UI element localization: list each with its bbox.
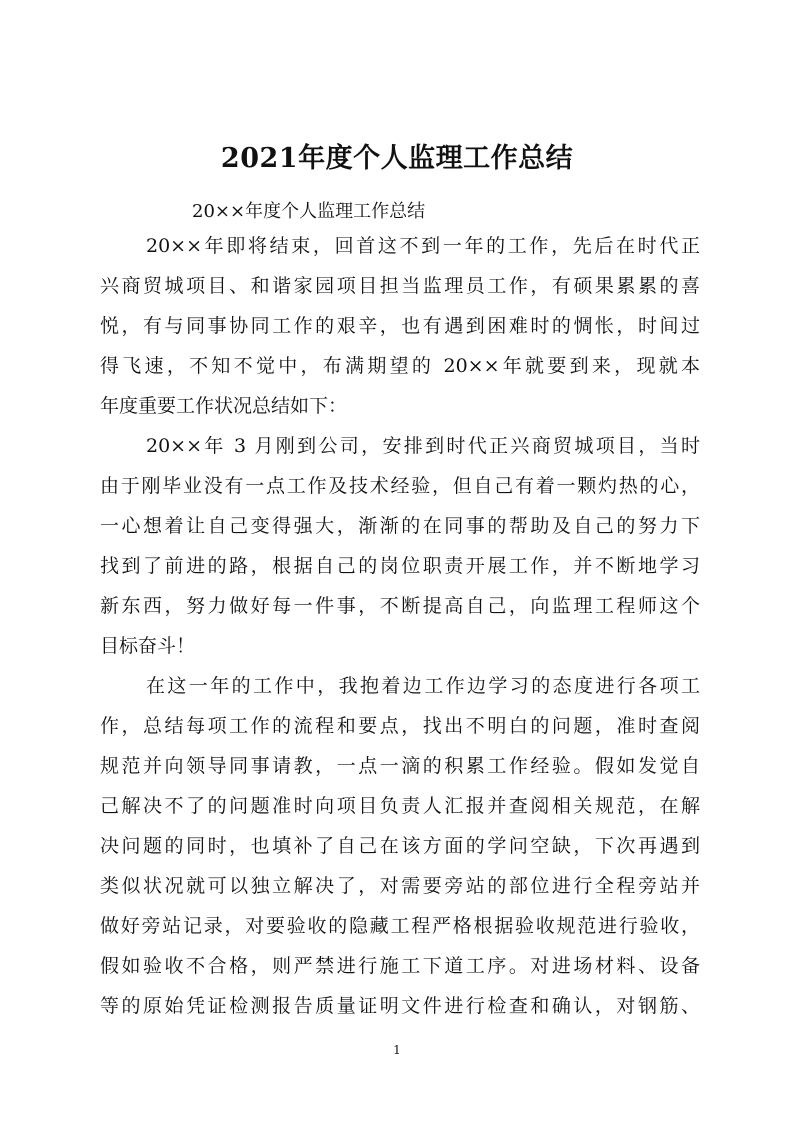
- paragraph-line: 规范并向领导同事请教，一点一滴的积累工作经验。假如发觉自: [100, 755, 700, 777]
- page-number: 1: [393, 1043, 401, 1057]
- paragraph-line: 新东西，努力做好每一件事，不断提高自己，向监理工程师这个: [100, 595, 700, 617]
- paragraph-line: 年度重要工作状况总结如下：: [100, 395, 348, 417]
- paragraph-line: 悦，有与同事协同工作的艰辛，也有遇到困难时的惆怅，时间过: [100, 315, 700, 337]
- paragraph-line: 20××年 3 月刚到公司，安排到时代正兴商贸城项目，当时: [146, 435, 700, 457]
- paragraph-line: 目标奋斗！: [100, 635, 196, 657]
- paragraph-line: 兴商贸城项目、和谐家园项目担当监理员工作，有硕果累累的喜: [100, 275, 700, 297]
- paragraph-line: 20××年即将结束，回首这不到一年的工作，先后在时代正: [146, 235, 700, 257]
- paragraph-line: 得飞速，不知不觉中，布满期望的 20××年就要到来，现就本: [100, 355, 700, 377]
- paragraph-line: 找到了前进的路，根据自己的岗位职责开展工作，并不断地学习: [100, 555, 700, 577]
- paragraph-line: 等的原始凭证检测报告质量证明文件进行检查和确认，对钢筋、: [100, 995, 700, 1017]
- paragraph-line: 做好旁站记录，对要验收的隐藏工程严格根据验收规范进行验收，: [100, 915, 700, 937]
- document-title: 2021年度个人监理工作总结: [220, 143, 574, 174]
- paragraph-line: 作，总结每项工作的流程和要点，找出不明白的问题，准时查阅: [100, 715, 700, 737]
- paragraph-line: 己解决不了的问题准时向项目负责人汇报并查阅相关规范，在解: [100, 795, 700, 817]
- paragraph-line: 决问题的同时，也填补了自己在该方面的学问空缺，下次再遇到: [100, 835, 700, 857]
- paragraph-line: 类似状况就可以独立解决了，对需要旁站的部位进行全程旁站并: [100, 875, 700, 897]
- paragraph-line: 假如验收不合格，则严禁进行施工下道工序。对进场材料、设备: [100, 955, 700, 977]
- paragraph-line: 一心想着让自己变得强大，渐渐的在同事的帮助及自己的努力下: [100, 515, 700, 537]
- document-subtitle: 20××年度个人监理工作总结: [192, 201, 426, 222]
- paragraph-line: 在这一年的工作中，我抱着边工作边学习的态度进行各项工: [146, 675, 700, 697]
- paragraph-line: 由于刚毕业没有一点工作及技术经验，但自己有着一颗灼热的心，: [100, 475, 700, 497]
